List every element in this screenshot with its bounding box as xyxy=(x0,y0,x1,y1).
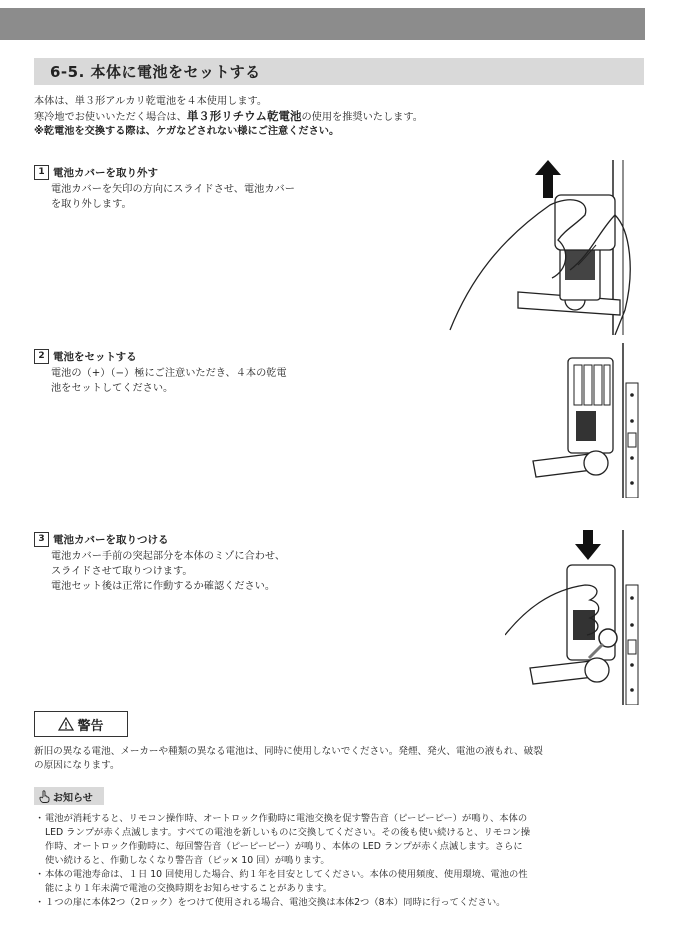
step-3-body xyxy=(51,549,285,594)
notice-label: お知らせ xyxy=(53,792,93,804)
section-title: 6-5. 本体に電池をセットする xyxy=(50,63,261,81)
intro-line-2 xyxy=(34,109,644,125)
notice-list xyxy=(34,812,648,910)
up-arrow-icon xyxy=(535,160,561,198)
notice-1-line-4: 使い続けると、作動しなくなり警告音（ピッ× 10 回）が鳴ります。 xyxy=(45,855,330,866)
step-1-body xyxy=(51,182,295,212)
step-1-title xyxy=(34,165,158,180)
notice-1-line-3: 作時、オートロック作動時に、毎回警告音（ピーピーピー）が鳴り、本体の LED ランプが赤く点滅します。さらに xyxy=(45,841,523,852)
step-1-label: 電池カバーを取り外す xyxy=(53,167,158,179)
step-3-label: 電池カバーを取りつける xyxy=(53,534,169,546)
step-2-title xyxy=(34,349,137,364)
warning-line-2: の原因になります。 xyxy=(34,760,120,771)
intro-line-2-a: 寒冷地でお使いいただく場合は、 xyxy=(34,112,187,123)
intro-line-3: ※乾電池を交換する際は、ケガなどされない様にご注意ください。 xyxy=(34,126,340,137)
step-2-body xyxy=(51,366,287,396)
warning-text xyxy=(34,745,646,773)
warning-line-1: 新旧の異なる電池、メーカーや種類の異なる電池は、同時に使用しないでください。発煙、発火、電池の液もれ、破裂 xyxy=(34,746,543,757)
section-header xyxy=(34,58,644,85)
list-item: ・ 電池が消耗すると、リモコン操作時、オートロック作動時に電池交換を促す警告音（ピーピーピー）が鳴り、本体の LED ランプが赤く点滅します。すべての電池を新しいものに交換してください。その後も使い続けると、リモコン操 作時、オートロック作動時に、毎回警告音（ピーピーピー）が鳴り、本体の LED ランプが赤く点滅します。さらに 使い続けると、作動しなくなり警告音（ピッ× 10 回）が鳴ります。 xyxy=(34,812,648,868)
step-3-line-3: 電池セット後は正常に作動するか確認ください。 xyxy=(51,581,276,592)
notice-2-line-1: 本体の電池寿命は、１日 10 回使用した場合、約１年を目安としてください。本体の使用頻度、使用環境、電池の性 xyxy=(45,869,528,880)
step-3-line-2: スライドさせて取りつけます。 xyxy=(51,566,193,577)
list-item: ・ １つの扉に本体2つ（2ロック）をつけて使用される場合、電池交換は本体2つ（8本）同時に行ってください。 xyxy=(34,896,648,910)
pointing-hand-icon xyxy=(39,790,50,803)
notice-header xyxy=(34,787,104,805)
list-item: ・ 本体の電池寿命は、１日 10 回使用した場合、約１年を目安としてください。本体の使用頻度、使用環境、電池の性 能により１年未満で電池の交換時期をお知らせすることがあります。 xyxy=(34,868,648,896)
warning-triangle-icon xyxy=(58,717,74,731)
step-3-number: 3 xyxy=(34,532,49,547)
remove-cover-illustration xyxy=(440,160,640,335)
intro-line-1: 本体は、単３形アルカリ乾電池を４本使用します。 xyxy=(34,96,268,107)
step-3-title xyxy=(34,532,169,547)
notice-1-line-2: LED ランプが赤く点滅します。すべての電池を新しいものに交換してください。その後も使い続けると、リモコン操 xyxy=(45,827,531,838)
intro-text xyxy=(34,95,644,139)
warning-label-box xyxy=(34,711,128,737)
notice-2-line-2: 能により１年未満で電池の交換時期をお知らせすることがあります。 xyxy=(45,883,333,894)
warning-label: 警告 xyxy=(77,718,104,734)
step-2-line-2: 池をセットしてください。 xyxy=(51,383,174,394)
intro-line-2-emphasis: 単３形リチウム乾電池 xyxy=(186,109,302,123)
attach-cover-illustration xyxy=(505,530,645,705)
step-2-label: 電池をセットする xyxy=(53,351,137,363)
top-banner xyxy=(0,8,645,40)
insert-battery-illustration xyxy=(528,343,643,498)
step-3-line-1: 電池カバー手前の突起部分を本体のミゾに合わせ、 xyxy=(51,551,286,562)
intro-line-2-c: の使用を推奨いたします。 xyxy=(301,112,423,123)
step-2-line-1: 電池の（+）（−）極にご注意いただき、４本の乾電 xyxy=(51,368,287,379)
step-1-line-2: を取り外します。 xyxy=(51,199,132,210)
step-1-number: 1 xyxy=(34,165,49,180)
down-arrow-icon xyxy=(575,530,601,560)
notice-3-line-1: １つの扉に本体2つ（2ロック）をつけて使用される場合、電池交換は本体2つ（8本）同時に行ってください。 xyxy=(45,897,506,908)
step-2-number: 2 xyxy=(34,349,49,364)
step-1-line-1: 電池カバーを矢印の方向にスライドさせ、電池カバー xyxy=(51,184,295,195)
notice-1-line-1: 電池が消耗すると、リモコン操作時、オートロック作動時に電池交換を促す警告音（ピーピーピー）が鳴り、本体の xyxy=(45,813,528,824)
